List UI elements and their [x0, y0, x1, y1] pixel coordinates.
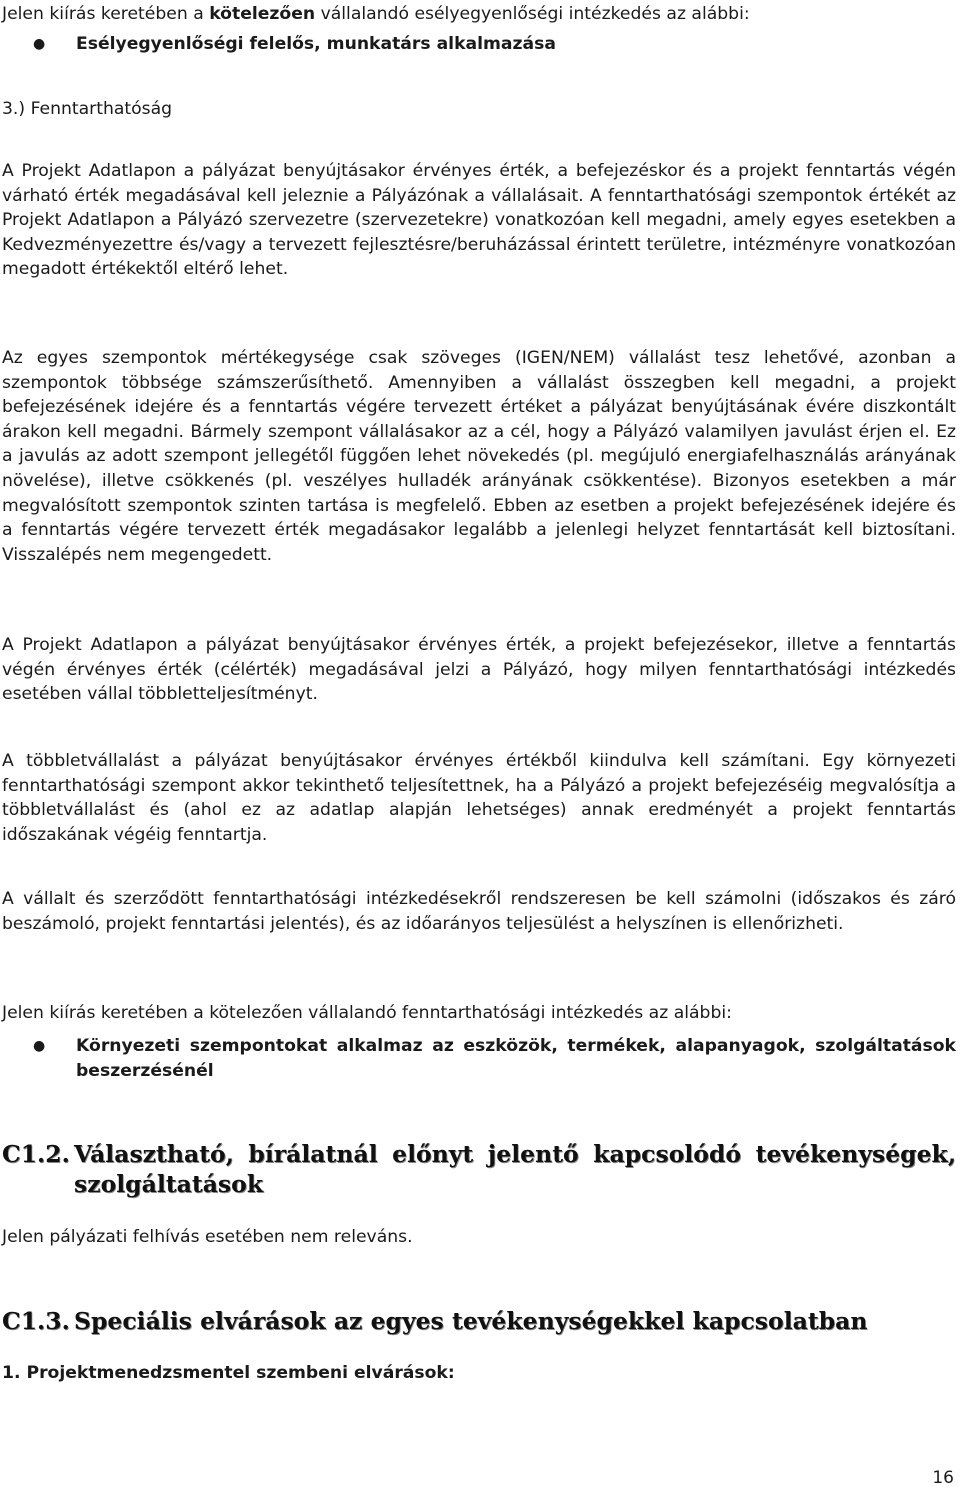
paragraph: A többletvállalást a pályázat benyújtásakor érvényes értékből kiindulva kell számítani. Egy környezeti fenntarthatósági szempont akkor tekinthető teljesítettnek, ha a Pályázó a projekt befejezéséig megvalósítja a többletvállalást és (ahol ez az adatlap alapján lehetséges) annak eredményét a projekt fenntartás időszakának végéig fenntartja. [2, 751, 956, 845]
intro-text: Jelen kiírás keretében a [2, 4, 210, 24]
heading-text: Speciális elvárások az egyes tevékenységekkel kapcsolatban [74, 1307, 868, 1335]
bullet-dot-icon: ● [33, 1038, 46, 1054]
bullet-text: Környezeti szempontokat alkalmaz az eszközök, termékek, alapanyagok, szolgáltatások beszerzésénél [76, 1036, 956, 1081]
bullet-text: Esélyegyenlőségi felelős, munkatárs alkalmazása [76, 34, 556, 54]
section-heading-c12 [2, 1139, 956, 1201]
heading-number: C1.2. [2, 1140, 70, 1168]
subheading: 1. Projektmenedzsmentel szembeni elvárások: [2, 1363, 455, 1383]
paragraph: A Projekt Adatlapon a pályázat benyújtásakor érvényes érték, a befejezéskor és a projekt fenntartás végén várható érték megadásával kell jeleznie a Pályázónak a vállalásait. A fenntarthatósági szempontok értékét az Projekt Adatlapon a Pályázó szervezetre (szervezetekre) vonatkozóan kell megadni, amely egyes esetekben a Kedvezményezettre és/vagy a tervezett fejlesztésre/beruházással érintett területre, intézményre vonatkozóan megadott értékektől eltérő lehet. [2, 161, 956, 280]
intro-text-end: vállalandó esélyegyenlőségi intézkedés az alábbi: [315, 4, 750, 24]
section-title: 3.) Fenntarthatóság [2, 99, 173, 119]
paragraph: A vállalt és szerződött fenntarthatósági intézkedésekről rendszeresen be kell számolni (időszakos és záró beszámoló, projekt fenntartási jelentés), és az időarányos teljesülést a helyszínen is ellenőrizheti. [2, 889, 956, 934]
intro-bold-word: kötelezően [209, 4, 316, 24]
paragraph: Jelen pályázati felhívás esetében nem releváns. [2, 1227, 413, 1247]
paragraph: Az egyes szempontok mértékegysége csak szöveges (IGEN/NEM) vállalást tesz lehetővé, azonban a szempontok többsége számszerűsíthető. Amennyiben a vállalást összegben kell megadni, a projekt befejezésének idejére és a fenntartás végére tervezett értéket a pályázat benyújtásának évére diszkontált árakon kell megadni. Bármely szempont vállalásakor az a cél, hogy a Pályázó valamilyen javulást érjen el. Ez a javulás az adott szempont jellegétől függően lehet növekedés (pl. megújuló energiafelhasználás arányának növelése), illetve csökkenés (pl. veszélyes hulladék arányának csökkentése). Bizonyos esetekben a már megvalósított szempontok szinten tartása is megfelelő. Ebben az esetben a projekt befejezésének idejére és a fenntartás végére tervezett érték megadásakor legalább a jelenlegi helyzet fenntartását kell biztosítani. Visszalépés nem megengedett. [2, 348, 956, 565]
bullet-dot-icon: ● [33, 36, 46, 52]
heading-number: C1.3. [2, 1307, 70, 1335]
section-heading-c13 [2, 1306, 956, 1338]
intro-paragraph [2, 2, 956, 27]
paragraph: Jelen kiírás keretében a kötelezően vállalandó fenntarthatósági intézkedés az alábbi: [2, 1003, 732, 1023]
page-number: 16 [932, 1468, 954, 1488]
bullet-item [0, 1034, 956, 1086]
paragraph: A Projekt Adatlapon a pályázat benyújtásakor érvényes érték, a projekt befejezésekor, illetve a fenntartás végén érvényes érték (célérték) megadásával jelzi a Pályázó, hogy milyen fenntarthatósági intézkedés esetében vállal többletteljesítményt. [2, 635, 956, 705]
heading-text: Választható, bírálatnál előnyt jelentő kapcsolódó tevékenységek, szolgáltatások [74, 1140, 956, 1198]
